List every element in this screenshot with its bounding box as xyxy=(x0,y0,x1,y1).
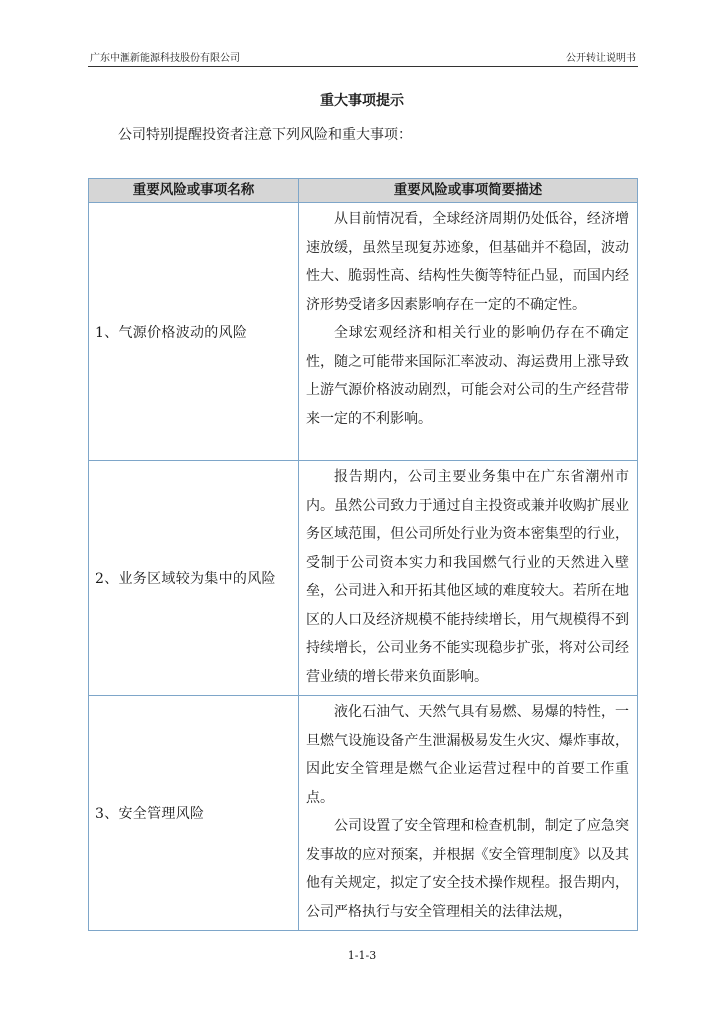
risk-description xyxy=(299,461,638,696)
header-company: 广东中滙新能源科技股份有限公司 xyxy=(90,53,240,64)
description-paragraph: 从目前情况看，全球经济周期仍处低谷，经济增速放缓，虽然呈现复苏迹象，但基础并不稳固，波动性大、脆弱性高、结构性失衡等特征凸显，而国内经济形势受诸多因素影响存在一定的不确定性。 xyxy=(306,211,629,313)
risk-table xyxy=(88,178,638,931)
description-paragraph: 全球宏观经济和相关行业的影响仍存在不确定性，随之可能带来国际汇率波动、海运费用上涨导致上游气源价格波动剧烈，可能会对公司的生产经营带来一定的不利影响。 xyxy=(306,325,629,427)
header-rule xyxy=(88,66,638,67)
table-row xyxy=(89,696,638,931)
risk-name: 3、安全管理风险 xyxy=(89,696,299,931)
risk-name: 1、气源价格波动的风险 xyxy=(89,203,299,461)
column-header-name: 重要风险或事项名称 xyxy=(89,179,299,203)
table-row xyxy=(89,461,638,696)
header-doc-type: 公开转让说明书 xyxy=(566,53,636,64)
page-title: 重大事项提示 xyxy=(320,93,404,109)
risk-description xyxy=(299,696,638,931)
risk-description xyxy=(299,203,638,461)
description-paragraph: 报告期内，公司主要业务集中在广东省潮州市内。虽然公司致力于通过自主投资或兼并收购扩展业务区域范围，但公司所处行业为资本密集型的行业，受制于公司资本实力和我国燃气行业的天然进入壁垒，公司进入和开拓其他区域的难度较大。若所在地区的人口及经济规模不能持续增长，用气规模得不到持续增长，公司业务不能实现稳步扩张，将对公司经营业绩的增长带来负面影响。 xyxy=(306,469,629,685)
page-header xyxy=(88,50,638,66)
intro-text: 公司特别提醒投资者注意下列风险和重大事项： xyxy=(118,127,412,143)
column-header-description: 重要风险或事项简要描述 xyxy=(299,179,638,203)
description-paragraph: 公司设置了安全管理和检查机制，制定了应急突发事故的应对预案，并根据《安全管理制度》以及其他有关规定，拟定了安全技术操作规程。报告期内，公司严格执行与安全管理相关的法律法规， xyxy=(306,818,629,920)
table-row xyxy=(89,203,638,461)
table-header-row xyxy=(89,179,638,203)
risk-name: 2、业务区域较为集中的风险 xyxy=(89,461,299,696)
page-number: 1-1-3 xyxy=(347,949,377,962)
description-paragraph: 液化石油气、天然气具有易燃、易爆的特性，一旦燃气设施设备产生泄漏极易发生火灾、爆炸事故，因此安全管理是燃气企业运营过程中的首要工作重点。 xyxy=(306,704,629,806)
